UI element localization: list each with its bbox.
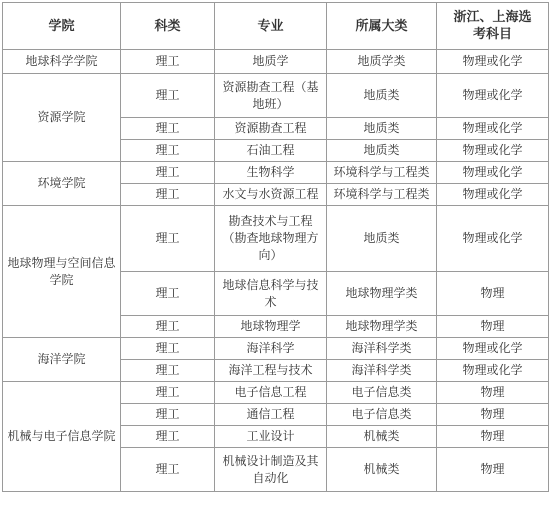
discipline-cell: 海洋科学类: [327, 338, 437, 360]
header-college: 学院: [3, 3, 121, 50]
major-cell: 机械设计制造及其自动化: [215, 448, 327, 492]
category-cell: 理工: [121, 118, 215, 140]
major-cell: 水文与水资源工程: [215, 184, 327, 206]
majors-table: [2, 2, 549, 492]
college-cell: 环境学院: [3, 162, 121, 206]
header-row: [3, 3, 549, 50]
major-cell: 工业设计: [215, 426, 327, 448]
subjects-cell: 物理: [437, 448, 549, 492]
header-major: 专业: [215, 3, 327, 50]
major-cell: 资源勘查工程: [215, 118, 327, 140]
category-cell: 理工: [121, 206, 215, 272]
discipline-cell: 机械类: [327, 426, 437, 448]
major-cell: 通信工程: [215, 404, 327, 426]
discipline-cell: 地质类: [327, 140, 437, 162]
major-cell: 地质学: [215, 50, 327, 74]
discipline-cell: 海洋科学类: [327, 360, 437, 382]
category-cell: 理工: [121, 404, 215, 426]
major-cell: 电子信息工程: [215, 382, 327, 404]
category-cell: 理工: [121, 184, 215, 206]
category-cell: 理工: [121, 448, 215, 492]
subjects-cell: 物理或化学: [437, 184, 549, 206]
discipline-cell: 机械类: [327, 448, 437, 492]
subjects-cell: 物理或化学: [437, 360, 549, 382]
subjects-cell: 物理: [437, 426, 549, 448]
header-discipline: 所属大类: [327, 3, 437, 50]
subjects-cell: 物理或化学: [437, 206, 549, 272]
category-cell: 理工: [121, 74, 215, 118]
category-cell: 理工: [121, 338, 215, 360]
subjects-cell: 物理或化学: [437, 50, 549, 74]
table-row: [3, 206, 549, 272]
major-cell: 地球信息科学与技术: [215, 272, 327, 316]
subjects-cell: 物理或化学: [437, 162, 549, 184]
table-row: [3, 74, 549, 118]
discipline-cell: 地球物理学类: [327, 316, 437, 338]
major-cell: 石油工程: [215, 140, 327, 162]
category-cell: 理工: [121, 360, 215, 382]
category-cell: 理工: [121, 316, 215, 338]
discipline-cell: 电子信息类: [327, 404, 437, 426]
major-cell: 海洋工程与技术: [215, 360, 327, 382]
category-cell: 理工: [121, 140, 215, 162]
subjects-cell: 物理: [437, 382, 549, 404]
subjects-cell: 物理或化学: [437, 118, 549, 140]
major-cell: 勘查技术与工程（勘查地球物理方向）: [215, 206, 327, 272]
major-cell: 海洋科学: [215, 338, 327, 360]
college-cell: 机械与电子信息学院: [3, 382, 121, 492]
discipline-cell: 地质学类: [327, 50, 437, 74]
subjects-cell: 物理: [437, 272, 549, 316]
table-row: [3, 382, 549, 404]
category-cell: 理工: [121, 162, 215, 184]
major-cell: 地球物理学: [215, 316, 327, 338]
discipline-cell: 环境科学与工程类: [327, 162, 437, 184]
discipline-cell: 环境科学与工程类: [327, 184, 437, 206]
major-cell: 生物科学: [215, 162, 327, 184]
discipline-cell: 地质类: [327, 74, 437, 118]
subjects-cell: 物理: [437, 316, 549, 338]
discipline-cell: 地质类: [327, 206, 437, 272]
table-row: [3, 338, 549, 360]
major-cell: 资源勘查工程（基地班）: [215, 74, 327, 118]
discipline-cell: 电子信息类: [327, 382, 437, 404]
category-cell: 理工: [121, 426, 215, 448]
table-row: [3, 50, 549, 74]
subjects-cell: 物理: [437, 404, 549, 426]
college-cell: 海洋学院: [3, 338, 121, 382]
subjects-cell: 物理或化学: [437, 74, 549, 118]
header-category: 科类: [121, 3, 215, 50]
college-cell: 地球科学学院: [3, 50, 121, 74]
category-cell: 理工: [121, 382, 215, 404]
subjects-cell: 物理或化学: [437, 338, 549, 360]
college-cell: 资源学院: [3, 74, 121, 162]
subjects-cell: 物理或化学: [437, 140, 549, 162]
discipline-cell: 地球物理学类: [327, 272, 437, 316]
table-row: [3, 162, 549, 184]
header-subjects: 浙江、上海选考科目: [437, 3, 549, 50]
category-cell: 理工: [121, 50, 215, 74]
discipline-cell: 地质类: [327, 118, 437, 140]
category-cell: 理工: [121, 272, 215, 316]
college-cell: 地球物理与空间信息学院: [3, 206, 121, 338]
